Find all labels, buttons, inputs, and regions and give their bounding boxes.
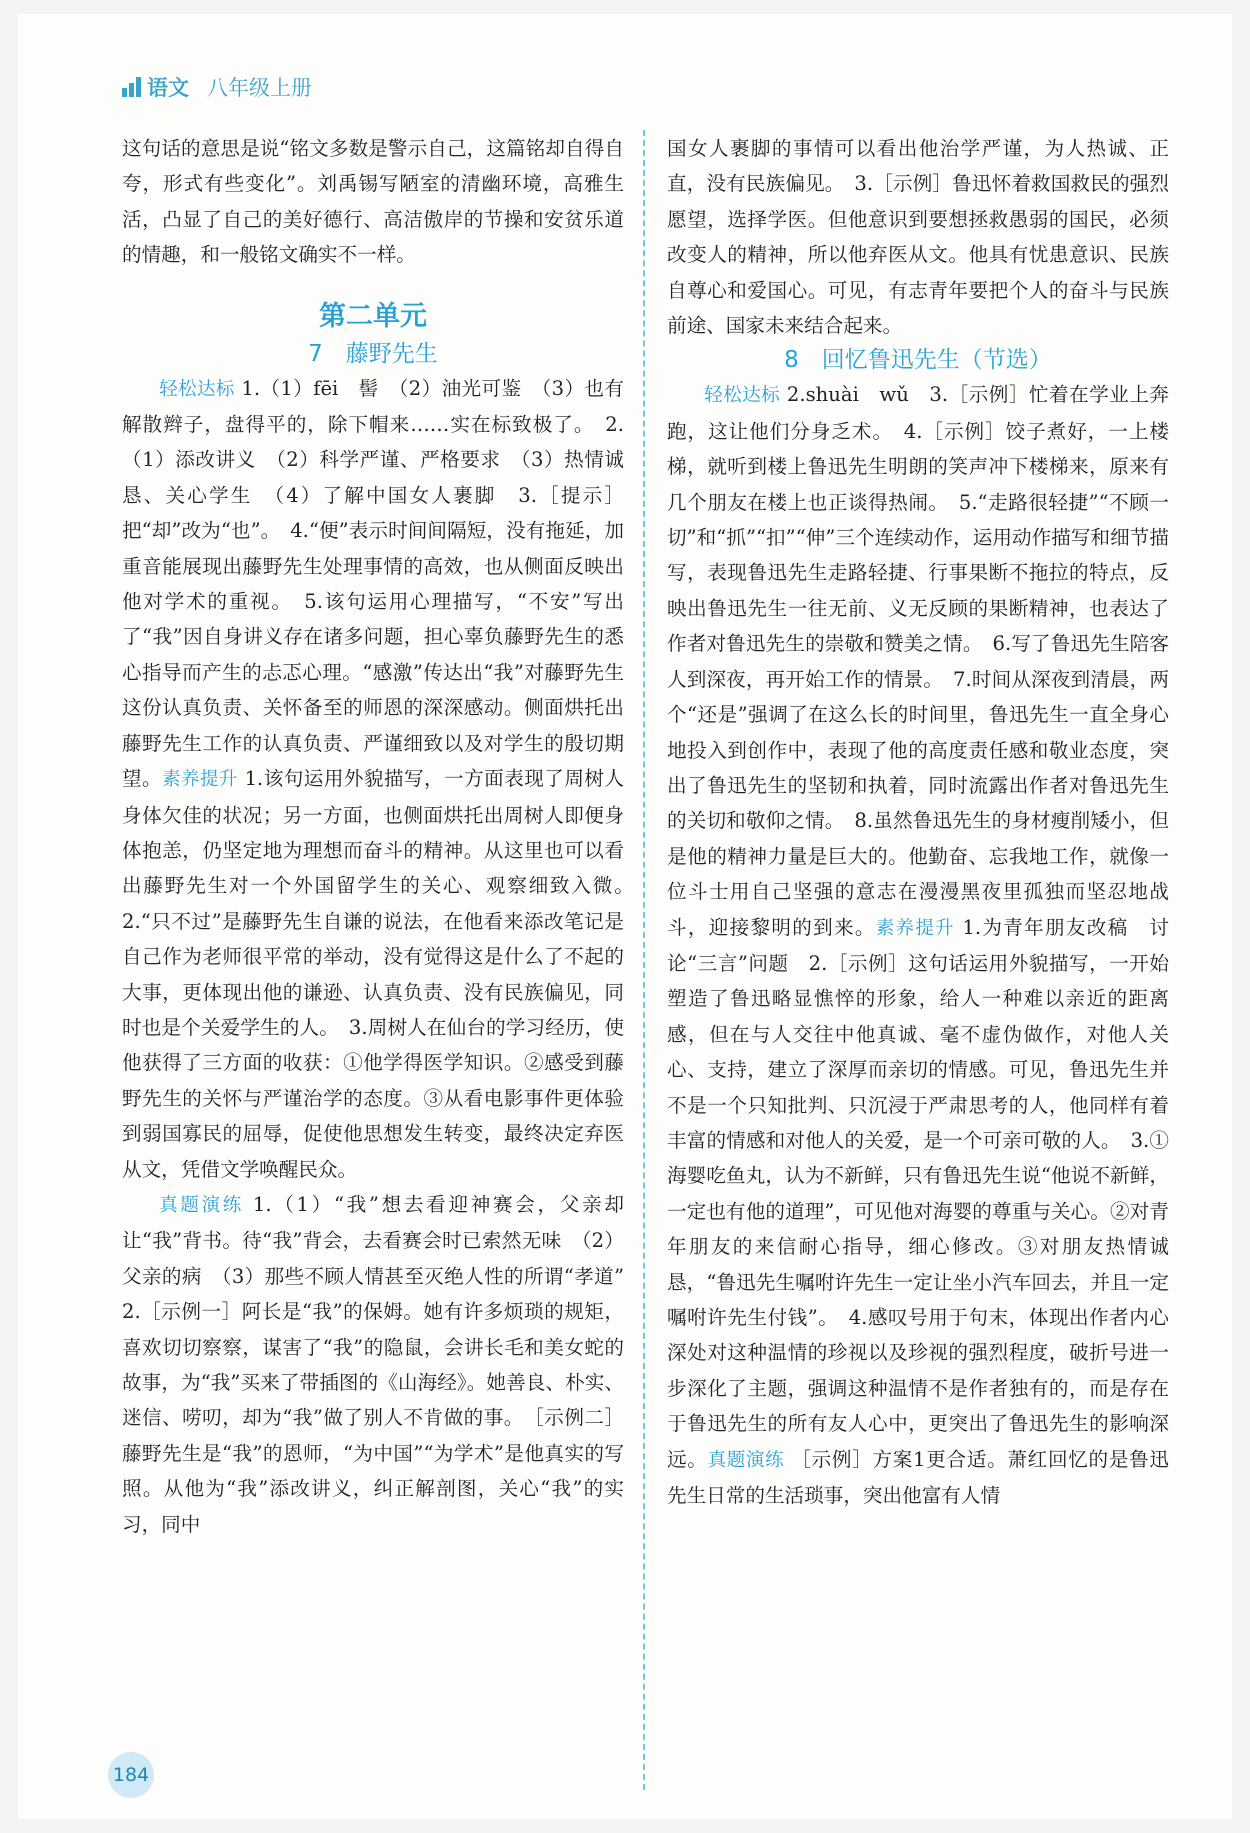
advanced-answers: 1.为青年朋友改稿 讨论“三言”问题 2.［示例］这句话运用外貌描写，一开始塑造了鲁迅略显憔悴的形象，给人一种难以亲近的距离感，但在与人交往中他真诚、毫不虚伪做作，对他人关心、支持，建立了深厚而亲切的情感。可见，鲁迅先生并不是一个只知批判、只沉浸于严肃思考的人，他同样有着丰富的情感和对他人的关爱，是一个可亲可敬的人。 3.①海婴吃鱼丸，认为不新鲜，只有鲁迅先生说“他说不新鲜，一定也有他的道理”，可见他对海婴的尊重与关心。②对青年朋友的来信耐心指导，细心修改。③对朋友热情诚恳，“鲁迅先生嘱咐许先生一定让坐小汽车回去，并且一定嘱咐许先生付钱”。 4.感叹号用于句末，体现出作者内心深处对这种温情的珍视以及珍视的强烈程度，破折号进一步深化了主题，强调这种温情不是作者独有的，而是存在于鲁迅先生的所有友人心中，更突出了鲁迅先生的影响深远。 [667,915,1169,1471]
tag-exam: 真题演练 [707,1449,785,1471]
page-number: 184 [108,1752,154,1798]
unit-title: 第二单元 [319,300,427,332]
basic-answers: 2.shuài wǔ 3.［示例］忙着在学业上奔跑，这让他们分身乏术。 4.［示例］饺子煮好，一上楼梯，就听到楼上鲁迅先生明朗的笑声冲下楼梯来，原来有几个朋友在楼上也正谈得热闹。 5.“走路很轻捷”“不顾一切”和“抓”“扣”“伸”三个连续动作，运用动作描写和细节描写，表现鲁迅先生走路轻捷、行事果断不拖拉的特点，反映出鲁迅先生一往无前、义无反顾的果断精神，也表达了作者对鲁迅先生的崇敬和赞美之情。 6.写了鲁迅先生陪客人到深夜，再开始工作的情景。 7.时间从深夜到清晨，两个“还是”强调了在这么长的时间里，鲁迅先生一直全身心地投入到创作中，表现了他的高度责任感和敬业态度，突出了鲁迅先生的坚韧和执着，同时流露出作者对鲁迅先生的关切和敬仰之情。 8.虽然鲁迅先生的身材瘦削矮小，但是他的精神力量是巨大的。他勤奋、忘我地工作，就像一位斗士用自己坚强的意志在漫漫黑夜里孤独而坚忍地战斗，迎接黎明的到来。 [667,383,1169,939]
left-intro-paragraph: 这句话的意思是说“铭文多数是警示自己，这篇铭却自得自夸，形式有些变化”。刘禹锡写陋室的清幽环境，高雅生活，凸显了自己的美好德行、高洁傲岸的节操和安贫乐道的情趣，和一般铭文确实不一样。 [122,137,624,267]
lesson-8-title: 8 回忆鲁迅先生（节选） [784,347,1052,374]
page-header [122,72,312,102]
tag-basic: 轻松达标 [704,385,781,407]
basic-answers: 1.（1）fēi 髻 （2）油光可鉴 （3）也有解散辫子，盘得平的，除下帽来……实在标致极了。 2.（1）添改讲义 （2）科学严谨、严格要求 （3）热情诚恳、关心学生 （4）了解中国女人裹脚 3.［提示］把“却”改为“也”。 4.“便”表示时间间隔短，没有拖延，加重音能展现出藤野先生处理事情的高效，也从侧面反映出他对学术的重视。 5.该句运用心理描写，“不安”写出了“我”因自身讲义存在诸多问题，担心辜负藤野先生的悉心指导而产生的忐忑心理。“感激”传达出“我”对藤野先生这份认真负责、关怀备至的师恩的深深感动。侧面烘托出藤野先生工作的认真负责、严谨细致以及对学生的殷切期望。 [122,376,624,791]
advanced-answers: 1.该句运用外貌描写，一方面表现了周树人身体欠佳的状况；另一方面，也侧面烘托出周树人即便身体抱恙，仍坚定地为理想而奋斗的精神。从这里也可以看出藤野先生对一个外国留学生的关心、观察细致入微。 2.“只不过”是藤野先生自谦的说法，在他看来添改笔记是自己作为老师很平常的举动，没有觉得这是什么了不起的大事，更体现出他的谦逊、认真负责、没有民族偏见，同时也是个关爱学生的人。 3.周树人在仙台的学习经历，使他获得了三方面的收获：①他学得医学知识。②感受到藤野先生的关怀与严谨治学的态度。③从看电影事件更体验到弱国寡民的屈辱，促使他思想发生转变，最终决定弃医从文，凭借文学唤醒民众。 [122,767,644,1181]
exam-answers: 1.（1）“我”想去看迎神赛会，父亲却让“我”背书。待“我”背会，去看赛会时已索然无味 （2）父亲的病 （3）那些不顾人情甚至灭绝人性的所谓“孝道” 2.［示例一］阿长是“我”的保姆。她有许多烦琐的规矩，喜欢切切察察，谋害了“我”的隐鼠，会讲长毛和美女蛇的故事，为“我”买来了带插图的《山海经》。她善良、朴实、迷信、唠叨，却为“我”做了别人不肯做的事。 ［示例二］藤野先生是“我”的恩师，“为中国”“为学术”是他真实的写照。从他为“我”添改讲义，纠正解剖图，关心“我”的实习，同中 [122,1192,644,1536]
tag-advanced: 素养提升 [875,917,955,939]
lesson-7-section-exam [122,1187,644,1542]
lesson-7-section-basic [122,371,644,1187]
left-column [122,131,644,1542]
lesson-8-section-basic [667,377,1169,1513]
tag-exam: 真题演练 [159,1194,244,1216]
grade-label: 八年级上册 [207,76,312,100]
book-logo-icon [122,77,141,97]
tag-basic: 轻松达标 [159,378,235,400]
subject-label: 语文 [147,76,189,100]
column-divider [643,130,645,1790]
exam-answers: ［示例］方案1更合适。萧红回忆的是鲁迅先生日常的生活琐事，突出他富有人情 [667,1447,1170,1508]
lesson-7-title: 7 藤野先生 [308,340,438,367]
right-continuation-paragraph: 国女人裹脚的事情可以看出他治学严谨，为人热诚、正直，没有民族偏见。 3.［示例］鲁迅怀着救国救民的强烈愿望，选择学医。但他意识到要想拯救愚弱的国民，必须改变人的精神，所以他弃医从文。他具有忧患意识、民族自尊心和爱国心。可见，有志青年要把个人的奋斗与民族前途、国家未来结合起来。 [667,137,1169,338]
tag-advanced: 素养提升 [162,769,238,791]
right-column [667,131,1169,1513]
